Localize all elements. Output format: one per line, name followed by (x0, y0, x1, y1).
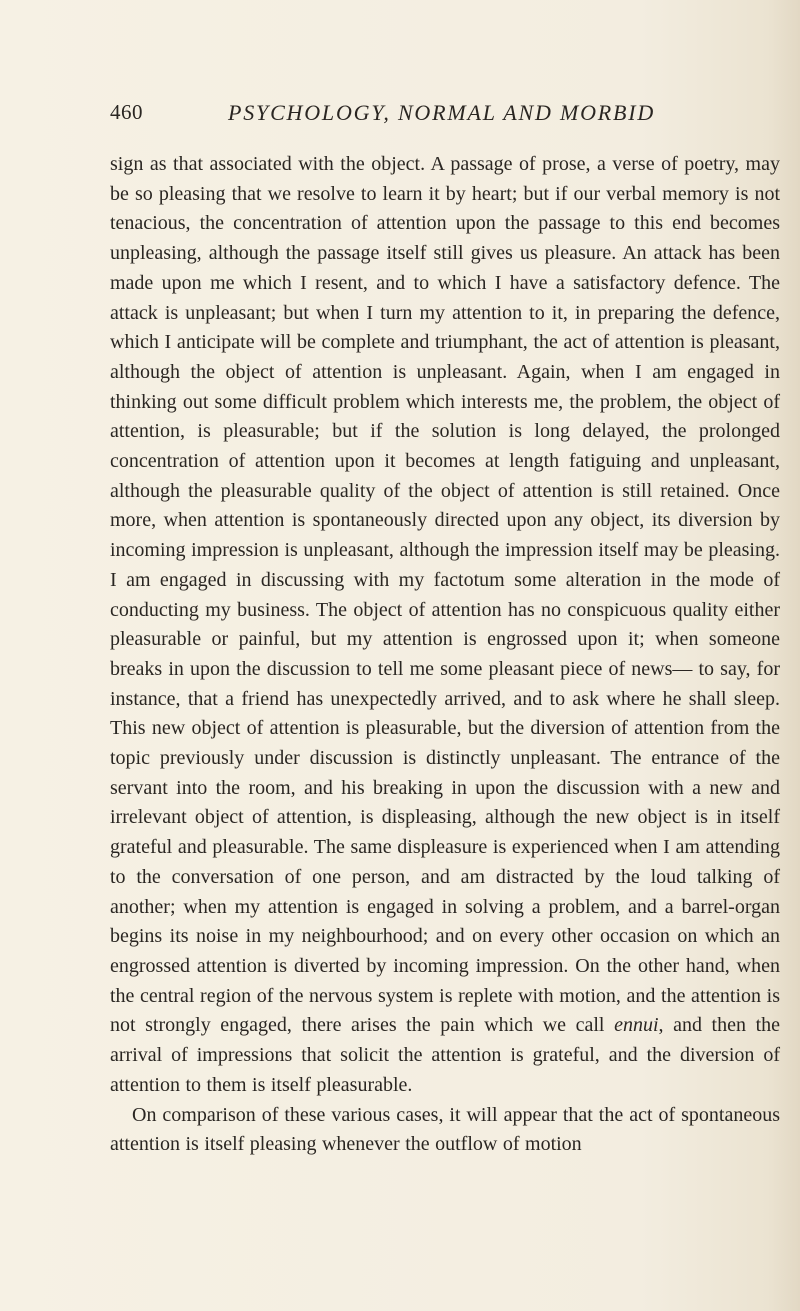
body-text (110, 150, 780, 1160)
page-number: 460 (110, 100, 143, 124)
paragraph-1-text-b: , and then the arrival of impressions that solicit the attention is grateful, and the diversion of attention to them is itself pleasurable. (110, 1014, 781, 1096)
running-head (110, 100, 710, 130)
paragraph-1-italic-word: ennui (614, 1014, 659, 1037)
paragraph-1-text-a: sign as that associated with the object. A passage of prose, a verse of poetry, may be so pleasing that we resolve to learn it by heart; but if our verbal memory is not tenacious, the concentration of attention upon the passage to this end becomes unpleasing, although the passage itself still gives us pleasure. An attack has been made upon me which I resent, and to which I have a satisfactory defence. The attack is unpleasant; but when I turn my attention to it, in preparing the defence, which I anticipate will be complete and triumphant, the act of attention is pleasant, although the object of attention is unpleasant. Again, when I am engaged in thinking out some difficult problem which interests me, the problem, the object of attention, is pleasurable; but if the solution is long delayed, the prolonged concentration of attention upon it becomes at length fatiguing and unpleasant, although the pleasurable quality of the object of attention is still retained. Once more, when attention is spontaneously directed upon any object, its diversion by incoming impression is unpleasant, although the impression itself may be pleasing. I am engaged in discussing with my factotum some alteration in the mode of conducting my business. The object of attention has no conspicuous quality either pleasurable or painful, but my attention is engrossed upon it; when someone breaks in upon the discussion to tell me some pleasant piece of news— to say, for instance, that a friend has unexpectedly arrived, and to ask where he shall sleep. This new object of attention is pleasurable, but the diversion of attention from the topic previously under discussion is distinctly unpleasant. The entrance of the servant into the room, and his breaking in upon the discussion with a new and irrelevant object of attention, is displeasing, although the new object is in itself grateful and pleasurable. The same displeasure is experienced when I am attending to the conversation of one person, and am distracted by the loud talking of another; when my attention is engaged in solving a problem, and a barrel-organ begins its noise in my neighbourhood; and on every other occasion on which an engrossed attention is diverted by incoming impression. On the other hand, when the central region of the nervous system is replete with motion, and the attention is not strongly engaged, there arises the pain which we call (110, 153, 780, 1037)
paragraph-1 (110, 150, 780, 1101)
running-title: PSYCHOLOGY, NORMAL AND MORBID (228, 100, 656, 125)
paragraph-2: On comparison of these various cases, it will appear that the act of spontaneous attention is itself pleasing whenever the outflow of motion (110, 1103, 780, 1156)
